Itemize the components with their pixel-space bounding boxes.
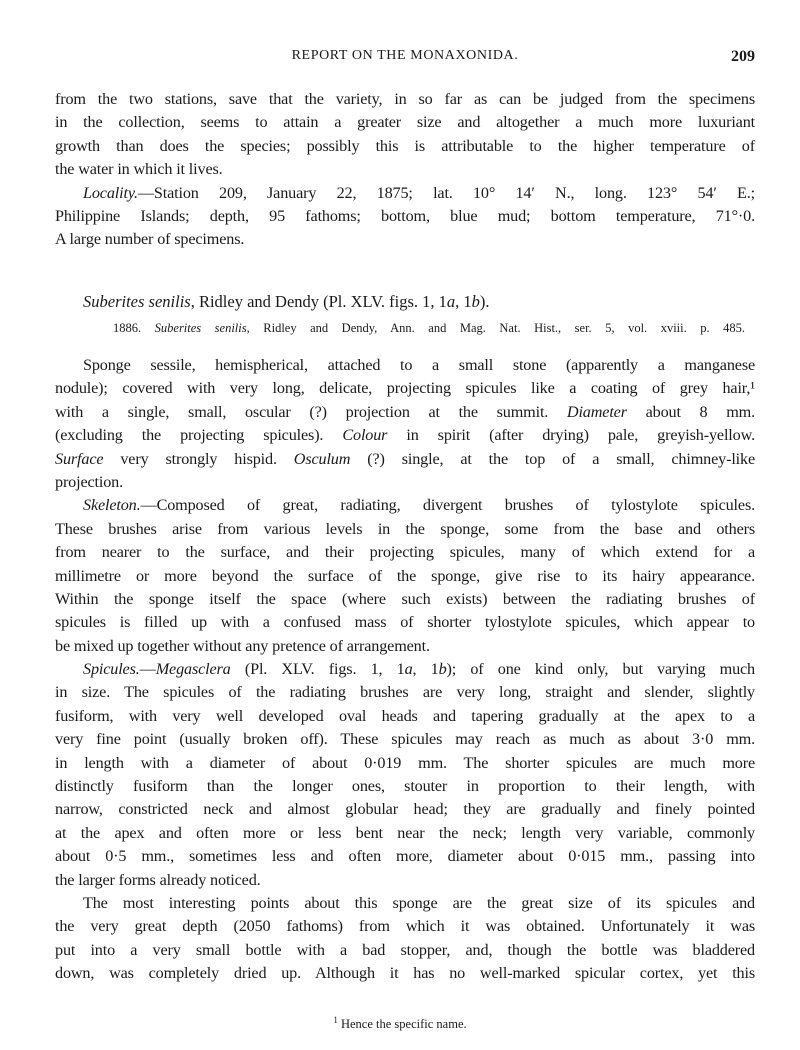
text-run: nodule); covered with very long, delicate, projecting spicules like a coating of grey hair,¹ xyxy=(55,379,755,398)
paragraph xyxy=(55,354,755,494)
text-line xyxy=(55,424,755,447)
species-heading xyxy=(83,290,490,314)
text-line xyxy=(55,228,755,251)
text-run: Within the sponge itself the space (where such exists) between the radiating brushes of xyxy=(55,589,755,608)
text-line xyxy=(55,541,755,564)
text-line xyxy=(55,705,755,728)
text-run: , Ridley and Dendy (Pl. XLV. figs. 1, 1 xyxy=(190,292,447,311)
text-run: in spirit (after drying) pale, greyish-yellow. xyxy=(387,426,755,445)
text-run: distinctly fusiform than the longer ones, stouter in proportion to their length, with xyxy=(55,777,755,796)
text-run: — xyxy=(139,660,156,679)
text-run: the very great depth (2050 fathoms) from which it was obtained. Unfortunately it was xyxy=(55,917,755,936)
text-line xyxy=(55,822,755,845)
text-line xyxy=(55,775,755,798)
text-line xyxy=(55,494,755,517)
paragraph xyxy=(55,182,755,252)
text-run: ); of one kind only, but varying much xyxy=(446,660,755,679)
running-title: REPORT ON THE MONAXONIDA. xyxy=(291,48,519,63)
text-run: (?) single, at the top of a small, chimney-like xyxy=(350,449,755,468)
text-run: The most interesting points about this sponge are the great size of its spicules and xyxy=(83,893,755,912)
text-line xyxy=(55,471,755,494)
italic-text: Megasclera xyxy=(155,660,231,679)
text-run: Sponge sessile, hemispherical, attached to a small stone (apparently a manganese xyxy=(83,356,755,374)
text-run: very fine point (usually broken off). These spicules may reach as much as about 3·0 mm. xyxy=(55,730,755,749)
italic-text: Surface xyxy=(55,449,104,468)
synonymy-citation xyxy=(113,318,745,338)
text-line xyxy=(55,798,755,821)
text-line xyxy=(55,588,755,611)
italic-text: Suberites senilis xyxy=(83,292,191,311)
text-run: very strongly hispid. xyxy=(103,449,294,468)
text-line xyxy=(55,681,755,704)
text-run: Philippine Islands; depth, 95 fathoms; bottom, blue mud; bottom temperature, 71°·0. xyxy=(55,206,755,225)
paragraph xyxy=(55,88,755,182)
text-run: ). xyxy=(479,292,490,311)
text-run: from the two stations, save that the variety, in so far as can be judged from the specimens xyxy=(55,90,755,108)
text-line xyxy=(55,182,755,205)
text-line xyxy=(55,611,755,634)
italic-text: Suberites senilis xyxy=(154,321,247,335)
text-line xyxy=(55,845,755,868)
text-run: (Pl. XLV. figs. 1, 1 xyxy=(230,660,405,679)
text-line xyxy=(55,518,755,541)
text-run: —Composed of great, radiating, divergent brushes of tylostylote spicules. xyxy=(140,496,755,515)
paragraph xyxy=(55,494,755,658)
text-line xyxy=(55,915,755,938)
text-run: millimetre or more beyond the surface of the sponge, give rise to its hairy appearance. xyxy=(55,566,755,585)
text-run: narrow, constricted neck and almost globular head; they are gradually and finely pointed xyxy=(55,800,755,819)
text-run: the larger forms already noticed. xyxy=(55,870,261,889)
italic-text: Colour xyxy=(342,426,388,445)
text-line xyxy=(55,728,755,751)
text-line xyxy=(55,401,755,424)
text-run: , Ridley and Dendy, Ann. and Mag. Nat. Hist., ser. 5, vol. xviii. p. 485. xyxy=(246,321,746,335)
text-line xyxy=(55,565,755,588)
italic-text: a xyxy=(446,292,456,311)
species-description-block xyxy=(55,354,755,986)
text-line xyxy=(55,377,755,400)
italic-text: b xyxy=(438,660,447,679)
text-run: A large number of specimens. xyxy=(55,230,245,249)
text-run: , 1 xyxy=(455,292,472,311)
text-line xyxy=(55,448,755,471)
text-run: These brushes arise from various levels in the sponge, some from the base and others xyxy=(55,519,755,538)
italic-text: Diameter xyxy=(566,402,627,421)
text-line xyxy=(55,111,755,134)
text-line xyxy=(55,205,755,228)
text-line xyxy=(55,892,755,915)
text-line xyxy=(55,635,755,658)
text-line xyxy=(55,752,755,775)
footnote xyxy=(0,1015,800,1032)
text-run: projection. xyxy=(55,472,124,491)
text-line xyxy=(55,962,755,985)
text-run: in the collection, seems to attain a greater size and altogether a much more luxuriant xyxy=(55,113,755,132)
text-run: at the apex and often more or less bent near the neck; length very variable, commonly xyxy=(55,823,755,842)
text-line xyxy=(55,135,755,158)
italic-text: Spicules. xyxy=(83,660,140,679)
paragraph xyxy=(55,892,755,986)
paragraph xyxy=(55,658,755,892)
italic-text: b xyxy=(471,292,480,311)
italic-text: Osculum xyxy=(293,449,351,468)
text-run: about 8 mm. xyxy=(626,402,755,421)
text-run: about 0·5 mm., sometimes less and often more, diameter about 0·015 mm., passing into xyxy=(55,847,755,866)
text-run: spicules is filled up with a confused mass of shorter tylostylote spicules, which appear to xyxy=(55,613,755,632)
text-run: fusiform, with very well developed oval heads and tapering gradually at the apex to a xyxy=(55,706,755,725)
page-header xyxy=(55,48,755,70)
text-run: in length with a diameter of about 0·019 mm. The shorter spicules are much more xyxy=(55,753,755,772)
top-text-block xyxy=(55,88,755,252)
text-run: 1886. xyxy=(113,321,155,335)
text-line xyxy=(55,869,755,892)
text-run: down, was completely dried up. Although it has no well-marked spicular cortex, yet this xyxy=(55,964,755,983)
footnote-text: Hence the specific name. xyxy=(337,1017,467,1032)
italic-text: Skeleton. xyxy=(83,496,141,515)
text-line xyxy=(55,658,755,681)
text-run: put into a very small bottle with a bad stopper, and, though the bottle was bladdered xyxy=(55,940,755,959)
text-run: —Station 209, January 22, 1875; lat. 10° 14′ N., long. 123° 54′ E.; xyxy=(137,183,755,202)
text-line xyxy=(55,354,755,377)
text-run: , 1 xyxy=(412,660,439,679)
text-run: growth than does the species; possibly this is attributable to the higher temperature of xyxy=(55,136,755,155)
text-run: from nearer to the surface, and their projecting spicules, many of which extend for a xyxy=(55,543,755,562)
text-run: with a single, small, oscular (?) projection at the summit. xyxy=(55,402,567,421)
text-run: the water in which it lives. xyxy=(55,160,223,179)
italic-text: Locality. xyxy=(83,183,138,202)
text-run: in size. The spicules of the radiating brushes are very long, straight and slender, slightly xyxy=(55,683,755,702)
text-run: be mixed up together without any pretence of arrangement. xyxy=(55,636,430,655)
text-run: (excluding the projecting spicules). xyxy=(55,426,343,445)
page-number: 209 xyxy=(731,48,755,65)
text-line xyxy=(55,88,755,111)
text-line xyxy=(55,158,755,181)
footnote-marker: 1 xyxy=(333,1015,338,1025)
italic-text: a xyxy=(404,660,413,679)
text-line xyxy=(55,939,755,962)
